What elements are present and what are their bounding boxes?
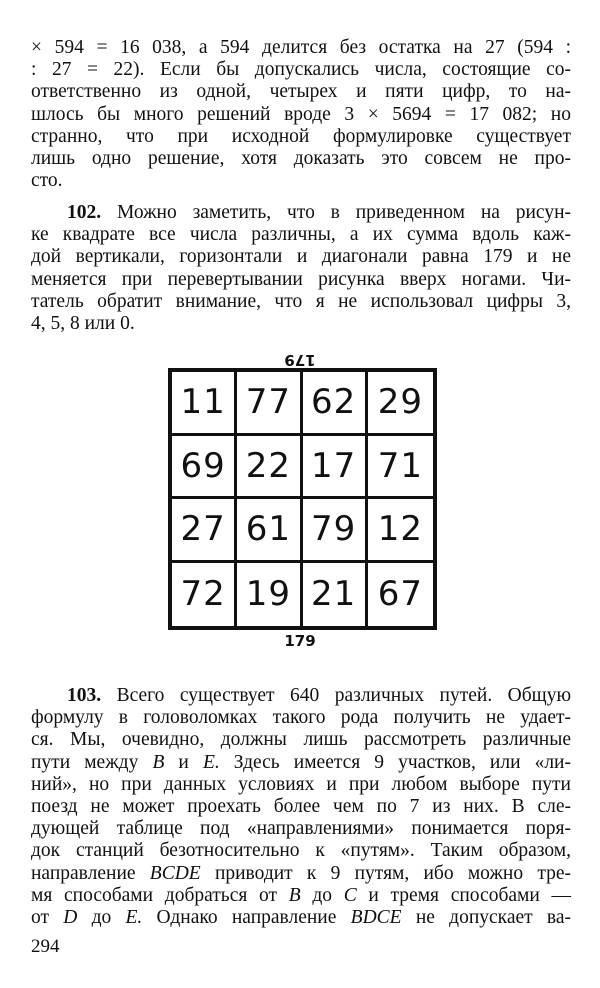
text-line: пути между B и E. Здесь имеется 9 участков, или «ли- bbox=[31, 751, 571, 773]
answer-number: 103. bbox=[67, 685, 102, 706]
text-line: меняется при перевертывании рисунка вверх ногами. Чи- bbox=[31, 268, 571, 290]
answer-number: 102. bbox=[67, 202, 102, 223]
text-line: дующей таблице под «направлениями» понимается поря- bbox=[31, 818, 571, 840]
text-line: : 27 = 22). Если бы допускались числа, состоящие со- bbox=[31, 59, 571, 81]
grid-cell: 29 bbox=[368, 372, 433, 436]
text-line: татель обратит внимание, что я не использовал цифры 3, bbox=[31, 290, 571, 312]
text-line: лишь одно решение, хотя доказать это совсем не про- bbox=[31, 148, 571, 170]
text-line: формулу в головоломках такого рода получить не удает- bbox=[31, 707, 571, 729]
text-line: сто. bbox=[31, 170, 63, 192]
grid-cell: 22 bbox=[237, 436, 302, 500]
grid-cell: 19 bbox=[237, 563, 302, 627]
text-line: × 594 = 16 038, а 594 делится без остатка на 27 (594 : bbox=[31, 37, 571, 58]
text-line: ний», но при данных условиях и при любом выборе пути bbox=[31, 773, 571, 795]
grid-cell: 11 bbox=[172, 372, 237, 436]
text-line: от D до E. Однако направление BDCE не допускает ва- bbox=[31, 907, 572, 929]
text-line: ответственно из одной, четырех и пяти цифр, то на- bbox=[31, 81, 571, 103]
grid-cell: 77 bbox=[237, 372, 302, 436]
page-number: 294 bbox=[31, 936, 60, 957]
grid-cell: 62 bbox=[303, 372, 368, 436]
grid-cell: 71 bbox=[368, 436, 433, 500]
grid-cell: 79 bbox=[303, 499, 368, 563]
magic-square-sum-upside-down: 179 bbox=[284, 351, 316, 369]
text-line: док станций безотносительно к «путям». Таким образом, bbox=[31, 840, 571, 862]
grid-cell: 27 bbox=[172, 499, 237, 563]
text-line: ке квадрате все числа различны, а их сумма вдоль каж- bbox=[31, 224, 571, 246]
answer-102 bbox=[31, 202, 571, 335]
grid-cell: 17 bbox=[303, 436, 368, 500]
grid-cell: 67 bbox=[377, 574, 423, 615]
magic-square bbox=[168, 368, 437, 630]
text-line: направление BCDE приводит к 9 путям, ибо можно тре- bbox=[31, 862, 571, 884]
grid-cell: 61 bbox=[237, 499, 302, 563]
text-line: ся. Мы, очевидно, должны лишь рассмотреть различные bbox=[31, 729, 571, 751]
text-line: шлось бы много решений вроде 3 × 5694 = 17 082; но bbox=[31, 103, 571, 125]
text-line: странно, что при исходной формулировке существует bbox=[31, 125, 571, 147]
paragraph-continuation bbox=[31, 37, 571, 192]
grid-cell: 12 bbox=[368, 499, 433, 563]
text-line: мя способами добраться от B до C и тремя способами — bbox=[31, 884, 571, 906]
grid-cell: 21 bbox=[303, 563, 368, 627]
text-line: 4, 5, 8 или 0. bbox=[31, 313, 135, 335]
text-line: 103. Всего существует 640 различных путей. Общую bbox=[67, 685, 572, 706]
grid-cell: 72 bbox=[172, 563, 237, 627]
text-line: дой вертикали, горизонтали и диагонали равна 179 и не bbox=[31, 246, 571, 268]
text-line: 102. Можно заметить, что в приведенном на рисун- bbox=[67, 202, 572, 223]
grid-cell: 69 bbox=[172, 436, 237, 500]
answer-103 bbox=[31, 685, 571, 929]
magic-square-sum: 179 bbox=[284, 632, 316, 650]
text-line: поезд не может проехать более чем по 7 из них. В сле- bbox=[31, 796, 571, 818]
